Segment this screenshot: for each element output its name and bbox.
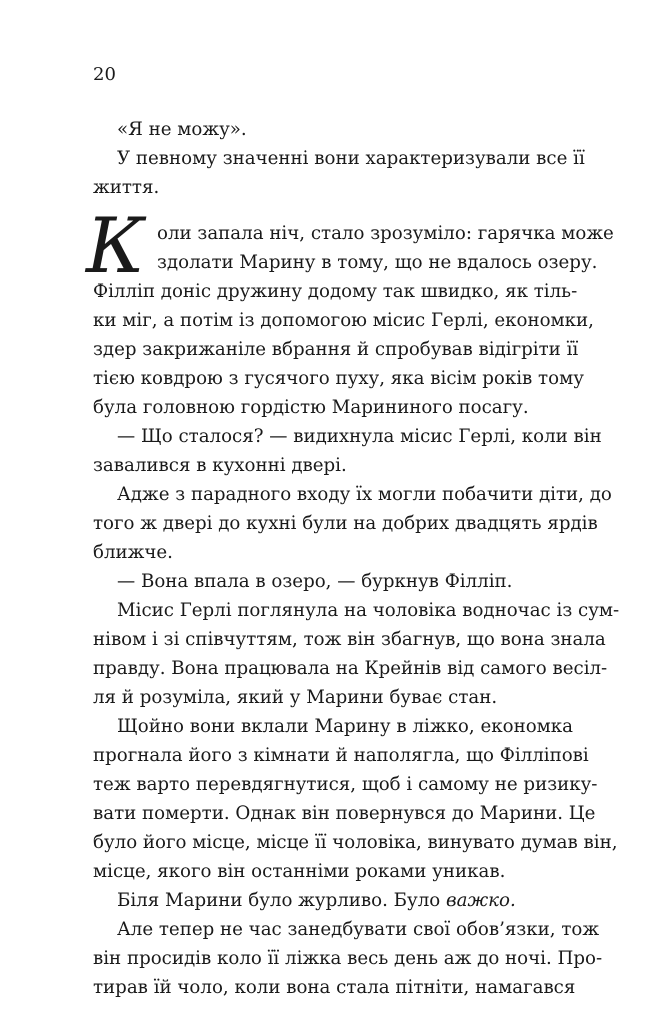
text-line-4: оли запала ніч, стало зрозуміло: гарячка може <box>157 223 614 244</box>
text-line-30: тирав їй чоло, коли вона стала пітніти, намагався <box>93 977 576 998</box>
text-line-16: — Вона впала в озеро, — буркнув Філліп. <box>117 571 513 592</box>
text-line-20: ля й розуміла, який у Марини буває стан. <box>93 687 498 708</box>
text-line-24: вати померти. Однак він повернувся до Марини. Це <box>93 803 596 824</box>
text-line-15: ближче. <box>93 542 173 563</box>
text-line-27-plain: Біля Марини було журливо. Було <box>117 890 447 911</box>
text-line-7: ки міг, а потім із допомогою місис Герлі, економки, <box>93 310 594 331</box>
text-line-27 <box>117 890 573 912</box>
text-line-1: «Я не можу». <box>117 119 247 140</box>
text-line-13: Адже з парадного входу їх могли побачити діти, до <box>117 484 612 505</box>
text-line-23: теж варто перевдягнутися, щоб і самому не ризику- <box>93 774 598 795</box>
text-line-19: правду. Вона працювала на Крейнів від самого весіл- <box>93 658 608 679</box>
text-line-25: було його місце, місце її чоловіка, винувато думав він, <box>93 832 618 853</box>
text-line-26: місце, якого він останніми роками уникав. <box>93 861 506 882</box>
text-line-27-italic: важко. <box>446 890 516 911</box>
text-line-3: життя. <box>93 177 160 198</box>
text-line-12: завалився в кухонні двері. <box>93 455 347 476</box>
text-line-5: здолати Марину в тому, що не вдалось озеру. <box>157 252 598 273</box>
text-line-22: прогнала його з кімнати й наполягла, що Філліпові <box>93 745 589 766</box>
text-line-29: він просидів коло її ліжка весь день аж до ночі. Про- <box>93 948 603 969</box>
text-line-18: нівом і зі співчуттям, тож він збагнув, що вона знала <box>93 629 606 650</box>
text-line-9: тією ковдрою з гусячого пуху, яка вісім років тому <box>93 368 584 389</box>
text-line-28: Але тепер не час занедбувати свої обов’язки, тож <box>117 919 600 940</box>
text-line-10: була головною гордістю Марининого посагу. <box>93 397 529 418</box>
text-line-21: Щойно вони вклали Марину в ліжко, економка <box>117 716 573 737</box>
text-line-8: здер закрижаніле вбрання й спробував відігріти її <box>93 339 579 360</box>
page-number: 20 <box>93 64 116 85</box>
text-line-2: У певному значенні вони характеризували все її <box>117 148 585 169</box>
text-line-17: Місис Герлі поглянула на чоловіка водночас із сум- <box>117 600 620 621</box>
drop-cap-letter: К <box>86 201 145 290</box>
text-line-11: — Що сталося? — видихнула місис Герлі, коли він <box>117 426 602 447</box>
text-line-14: того ж двері до кухні були на добрих двадцять ярдів <box>93 513 598 534</box>
text-line-6: Філліп доніс дружину додому так швидко, як тіль- <box>93 281 578 302</box>
